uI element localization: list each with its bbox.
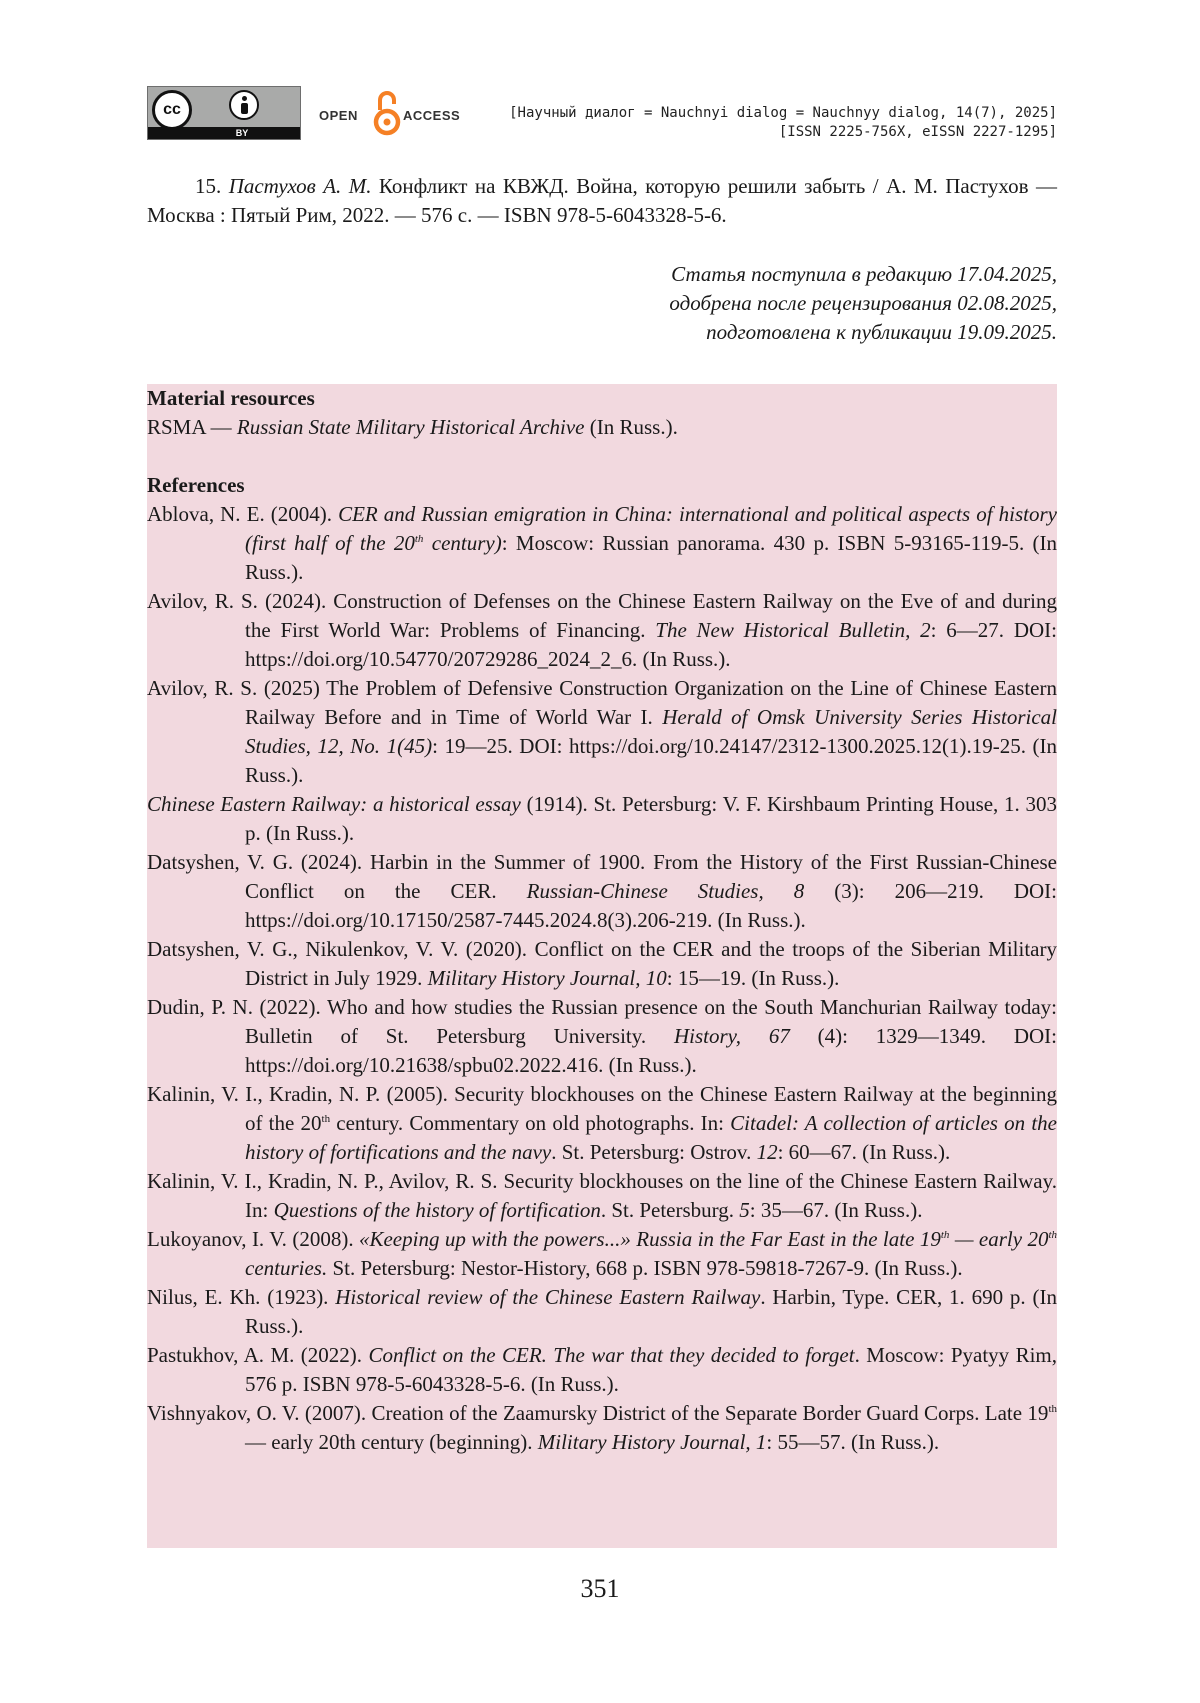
reference-item: Kalinin, V. I., Kradin, N. P. (2005). Security blockhouses on the Chinese Eastern Railway at the beginning of the 20th century. Commentary on old photographs. In: Citadel: A collection of articles on the history of fortifications and the navy. St. Petersburg: Ostrov. 12: 60—67. (In Russ.). <box>147 1082 1057 1164</box>
received-date: Статья поступила в редакцию 17.04.2025, <box>671 262 1057 286</box>
cc-by-license-badge[interactable] <box>147 86 301 140</box>
material-resource-item: RSMA — Russian State Military Historical Archive (In Russ.). <box>147 415 678 439</box>
open-access-access-text: ACCESS <box>403 108 461 123</box>
reference-item: Vishnyakov, O. V. (2007). Creation of the Zaamursky District of the Separate Border Guard Corps. Late 19th — early 20th century (beginning). Military History Journal, 1: 55—57. (In Russ.). <box>147 1401 1057 1454</box>
reference-item: Kalinin, V. I., Kradin, N. P., Avilov, R. S. Security blockhouses on the line of the Chinese Eastern Railway. In: Questions of the history of fortification. St. Petersburg. 5: 35—67. (In Russ.). <box>147 1169 1057 1222</box>
journal-citation-header <box>509 104 1057 142</box>
journal-line: [Научный диалог = Nauchnyi dialog = Nauchnyy dialog, 14(7), 2025] <box>509 105 1057 121</box>
issn-line: [ISSN 2225-756X, eISSN 2227-1295] <box>778 124 1057 140</box>
reference-item: Ablova, N. E. (2004). CER and Russian emigration in China: international and political aspects of history (first half of the 20th century): Moscow: Russian panorama. 430 p. ISBN 5-93165-119-5. (In Russ.). <box>147 502 1058 584</box>
reference-item: Pastukhov, A. M. (2022). Conflict on the CER. The war that they decided to forget. Moscow: Pyatyy Rim, 576 p. ISBN 978-5-6043328-5-6. (In Russ.). <box>147 1343 1057 1396</box>
attribution-icon <box>229 90 259 120</box>
page-header <box>147 84 1057 144</box>
reference-item: Datsyshen, V. G., Nikulenkov, V. V. (2020). Conflict on the CER and the troops of the Siberian Military District in July 1929. Military History Journal, 10: 15—19. (In Russ.). <box>147 937 1057 990</box>
ref-number: 15. <box>195 174 222 198</box>
by-label: BY <box>235 128 249 138</box>
cc-icon: cc <box>152 90 192 130</box>
open-access-logo <box>319 84 469 144</box>
page-number: 351 <box>580 1574 620 1603</box>
reference-item: Nilus, E. Kh. (1923). Historical review of the Chinese Eastern Railway. Harbin, Type. CER, 1. 690 p. (In Russ.). <box>147 1285 1057 1338</box>
material-resources-heading: Material resources <box>147 386 315 410</box>
article-dates <box>147 260 1057 347</box>
reference-item: Avilov, R. S. (2024). Construction of Defenses on the Chinese Eastern Railway on the Eve of and during the First World War: Problems of Financing. The New Historical Bulletin, 2: 6—27. DOI: https://doi.org/10.54770/20729286_2024_2_6. (In Russ.). <box>147 589 1057 671</box>
references-heading: References <box>147 473 245 497</box>
ref-author: Пастухов А. М. <box>228 174 372 198</box>
reference-item: Lukoyanov, I. V. (2008). «Keeping up with the powers...» Russia in the Far East in the late 19th — early 20th centuries. St. Petersburg: Nestor-History, 668 p. ISBN 978-59818-7267-9. (In Russ.). <box>147 1227 1058 1280</box>
open-access-open-text: OPEN <box>319 108 358 123</box>
reference-15 <box>147 172 1057 230</box>
prepared-date: подготовлена к публикации 19.09.2025. <box>706 320 1057 344</box>
ref-text: Конфликт на КВЖД. Война, которую решили забыть / А. М. Пастухов — Москва : Пятый Рим, 2022. — 576 с. — ISBN 978-5-6043328-5-6. <box>147 174 1057 227</box>
reference-item: Chinese Eastern Railway: a historical essay (1914). St. Petersburg: V. F. Kirshbaum Printing House, 1. 303 p. (In Russ.). <box>147 792 1057 845</box>
reviewed-date: одобрена после рецензирования 02.08.2025, <box>669 291 1057 315</box>
open-access-lock-icon <box>373 88 401 138</box>
reference-item: Avilov, R. S. (2025) The Problem of Defensive Construction Organization on the Line of Chinese Eastern Railway Before and in Time of World War I. Herald of Omsk University Series Historical Studies, 12, No. 1(45): 19—25. DOI: https://doi.org/10.24147/2312-1300.2025.12(1).19-25. (In Russ.). <box>147 676 1057 787</box>
english-references-section <box>147 384 1057 1548</box>
reference-item: Datsyshen, V. G. (2024). Harbin in the Summer of 1900. From the History of the First Russian-Chinese Conflict on the CER. Russian-Chinese Studies, 8 (3): 206—219. DOI: https://doi.org/10.17150/2587-7445.2024.8(3).206-219. (In Russ.). <box>147 850 1057 932</box>
reference-item: Dudin, P. N. (2022). Who and how studies the Russian presence on the South Manchurian Railway today: Bulletin of St. Petersburg University. History, 67 (4): 1329—1349. DOI: https://doi.org/10.21638/spbu02.2022.416. (In Russ.). <box>147 995 1057 1077</box>
